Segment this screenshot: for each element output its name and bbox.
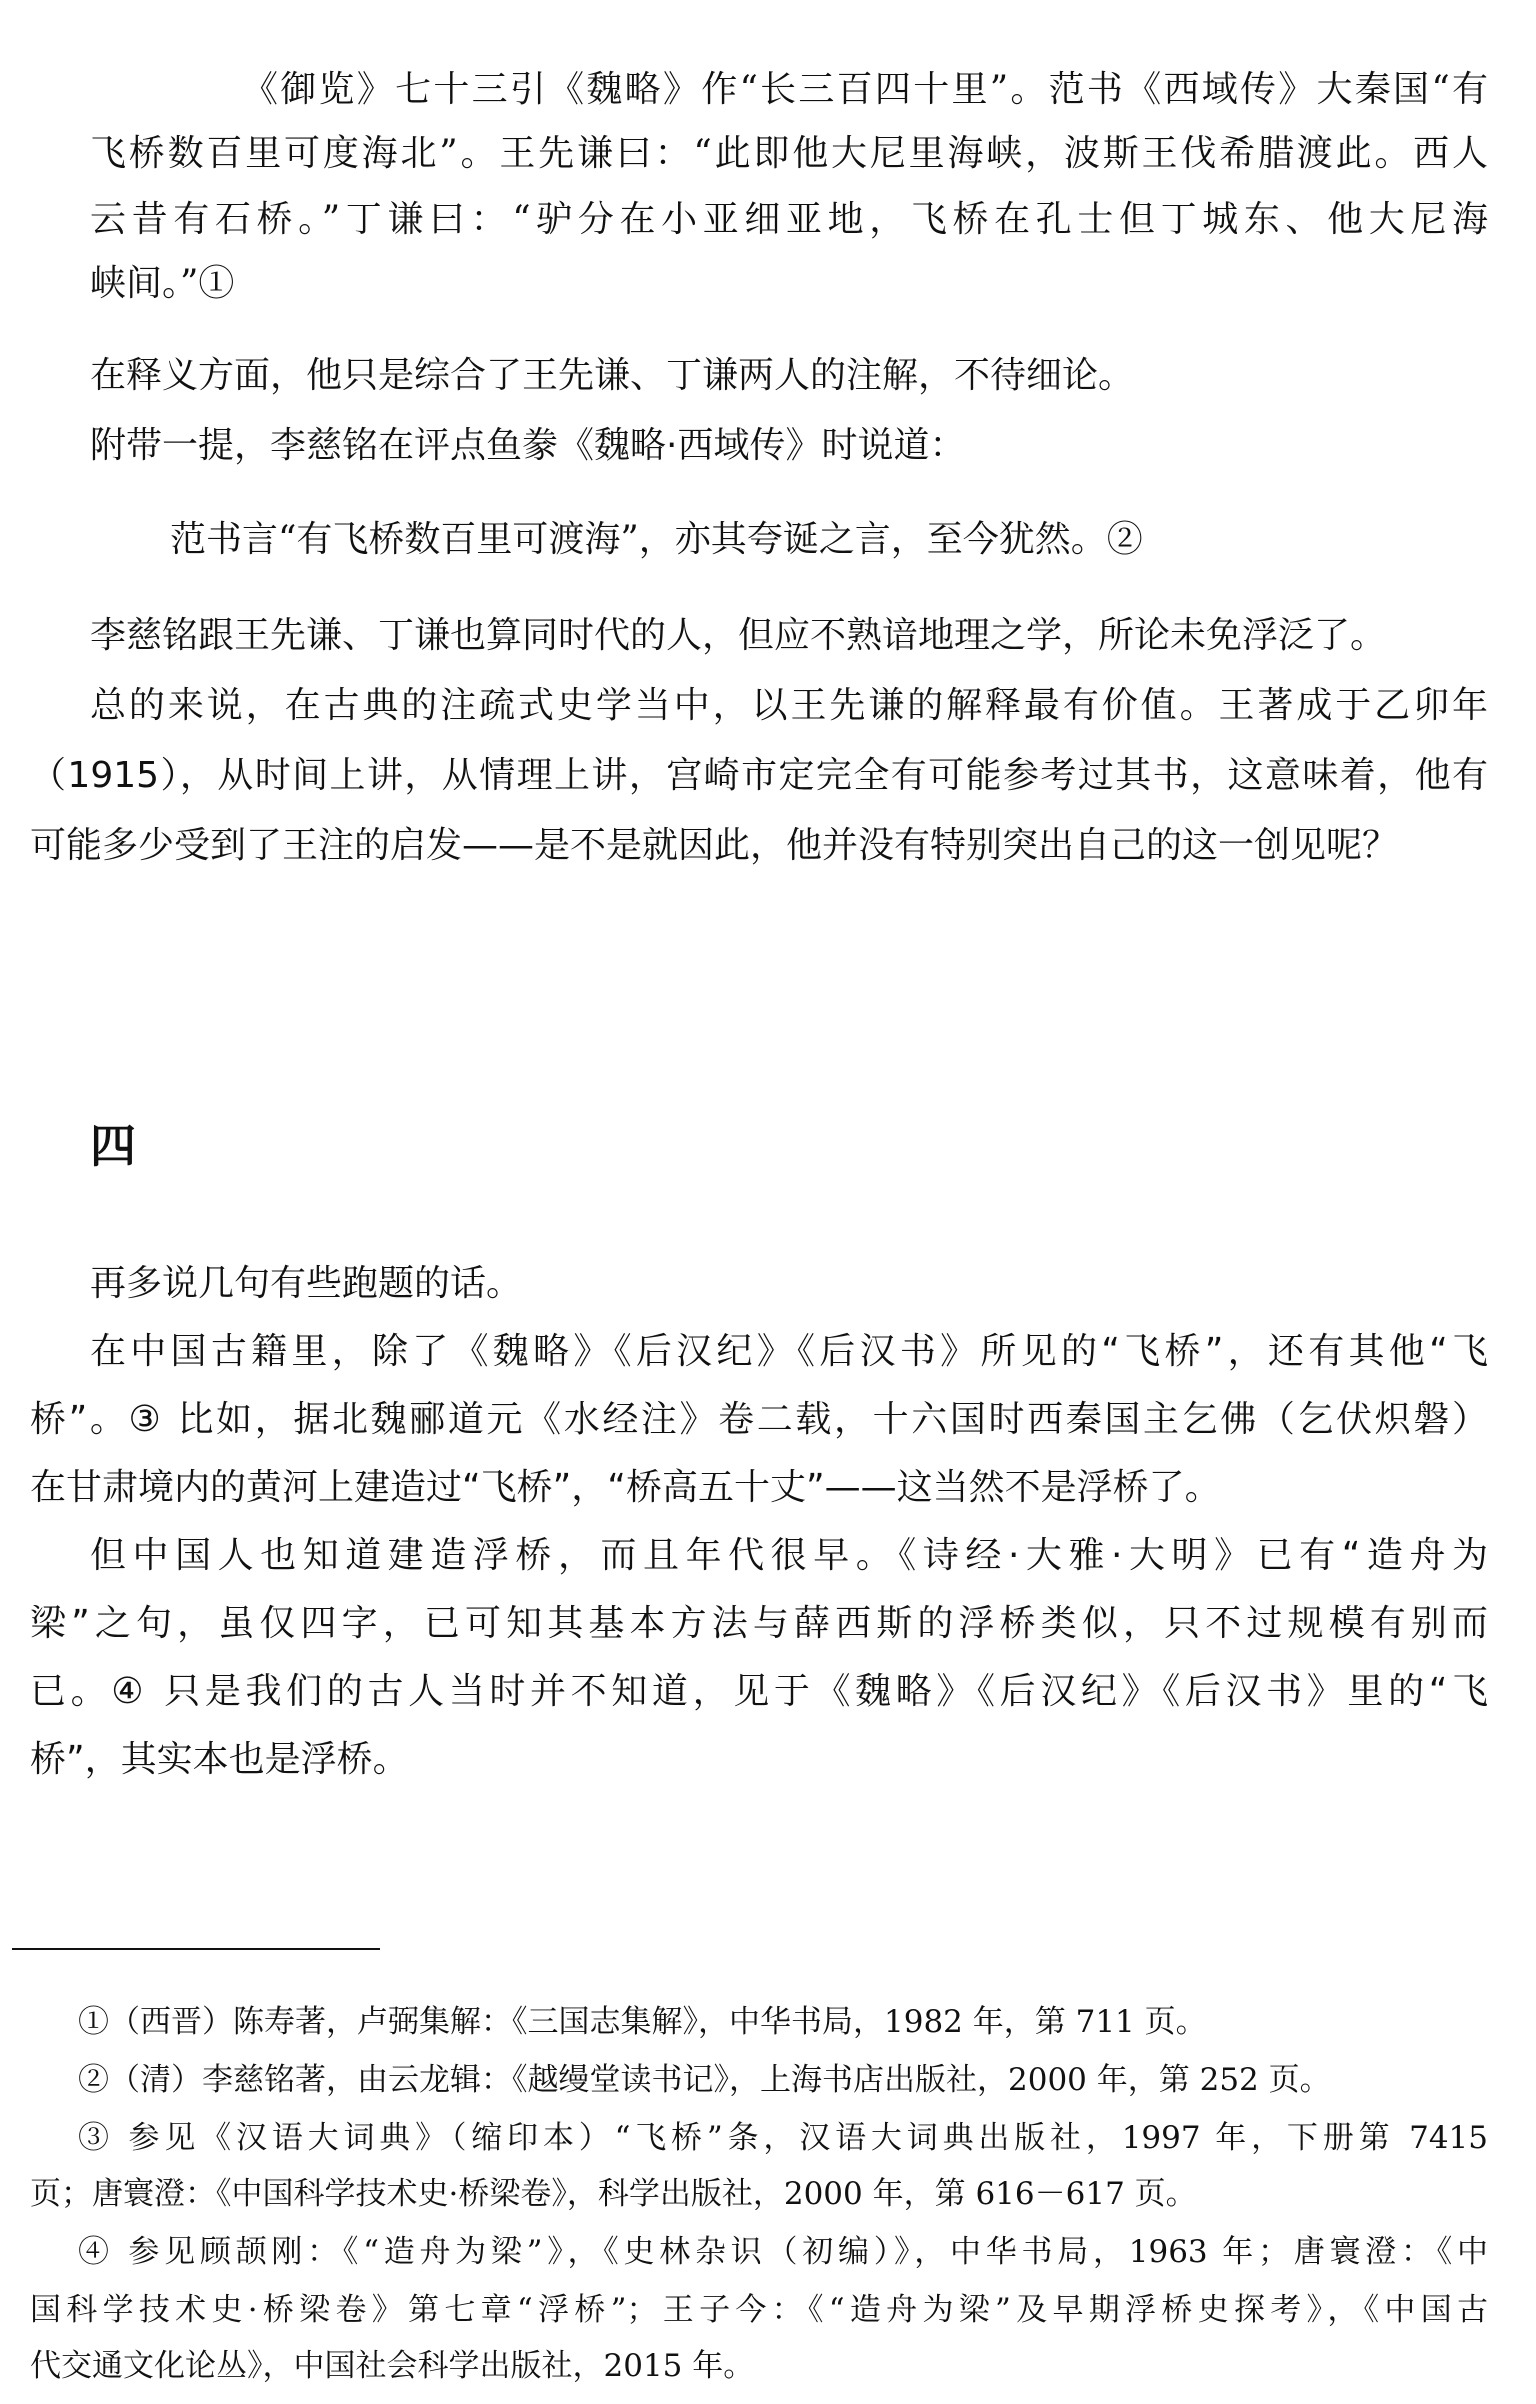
quote-line: 峡间。”① bbox=[90, 263, 235, 304]
body-line: 在释义方面，他只是综合了王先谦、丁谦两人的注解，不待细论。 bbox=[90, 355, 1135, 396]
body-line: 李慈铭跟王先谦、丁谦也算同时代的人，但应不熟谙地理之学，所论未免浮泛了。 bbox=[90, 615, 1387, 656]
body-line: 但中国人也知道建造浮桥，而且年代很早。《诗经·大雅·大明》已有“造舟为 bbox=[90, 1535, 1488, 1576]
footnote-continuation: 页；唐寰澄：《中国科学技术史·桥梁卷》，科学出版社，2000 年，第 616－617 页。 bbox=[30, 2176, 1197, 2212]
body-line: 在中国古籍里，除了《魏略》《后汉纪》《后汉书》所见的“飞桥”，还有其他“飞 bbox=[90, 1331, 1488, 1372]
quote-line: 《御览》七十三引《魏略》作“长三百四十里”。范书《西域传》大秦国“有 bbox=[242, 69, 1488, 110]
body-line: 可能多少受到了王注的启发——是不是就因此，他并没有特别突出自己的这一创见呢？ bbox=[30, 825, 1399, 866]
body-line: 附带一提，李慈铭在评点鱼豢《魏略·西域传》时说道： bbox=[90, 425, 966, 466]
footnote-continuation: 代交通文化论丛》，中国社会科学出版社，2015 年。 bbox=[30, 2348, 755, 2384]
body-line: 梁”之句，虽仅四字，已可知其基本方法与薛西斯的浮桥类似，只不过规模有别而 bbox=[30, 1603, 1488, 1644]
body-line: （1915），从时间上讲，从情理上讲，宫崎市定完全有可能参考过其书，这意味着，他有 bbox=[30, 755, 1488, 796]
body-line: 桥”，其实本也是浮桥。 bbox=[30, 1739, 409, 1780]
quote-line: 云昔有石桥。”丁谦曰：“驴分在小亚细亚地，飞桥在孔士但丁城东、他大尼海 bbox=[90, 199, 1488, 240]
footnote: ②（清）李慈铭著，由云龙辑：《越缦堂读书记》，上海书店出版社，2000 年，第 252 页。 bbox=[78, 2062, 1331, 2098]
section-heading: 四 bbox=[90, 1119, 136, 1173]
quote-line: 飞桥数百里可度海北”。王先谦曰：“此即他大尼里海峡，波斯王伐希腊渡此。西人 bbox=[90, 133, 1488, 174]
footnote: ③ 参见《汉语大词典》（缩印本）“飞桥”条，汉语大词典出版社，1997 年，下册第 7415 bbox=[78, 2120, 1488, 2156]
footnote-continuation: 国科学技术史·桥梁卷》第七章“浮桥”；王子今：《“造舟为梁”及早期浮桥史探考》，《中国古 bbox=[30, 2292, 1488, 2328]
body-line: 总的来说，在古典的注疏式史学当中，以王先谦的解释最有价值。王著成于乙卯年 bbox=[90, 685, 1488, 726]
body-line: 已。④ 只是我们的古人当时并不知道，见于《魏略》《后汉纪》《后汉书》里的“飞 bbox=[30, 1671, 1488, 1712]
body-line: 在甘肃境内的黄河上建造过“飞桥”，“桥高五十丈”——这当然不是浮桥了。 bbox=[30, 1467, 1221, 1508]
body-line: 再多说几句有些跑题的话。 bbox=[90, 1263, 523, 1304]
quote-line: 范书言“有飞桥数百里可渡海”，亦其夸诞之言，至今犹然。② bbox=[170, 519, 1143, 560]
footnote: ①（西晋）陈寿著，卢弼集解：《三国志集解》，中华书局，1982 年，第 711 页。 bbox=[78, 2004, 1207, 2040]
footnote: ④ 参见顾颉刚：《“造舟为梁”》，《史林杂识（初编）》，中华书局，1963 年；唐寰澄：《中 bbox=[78, 2234, 1488, 2270]
body-line: 桥”。③ 比如，据北魏郦道元《水经注》卷二载，十六国时西秦国主乞佛（乞伏炽磐） bbox=[30, 1399, 1488, 1440]
footnote-divider bbox=[12, 1948, 380, 1950]
